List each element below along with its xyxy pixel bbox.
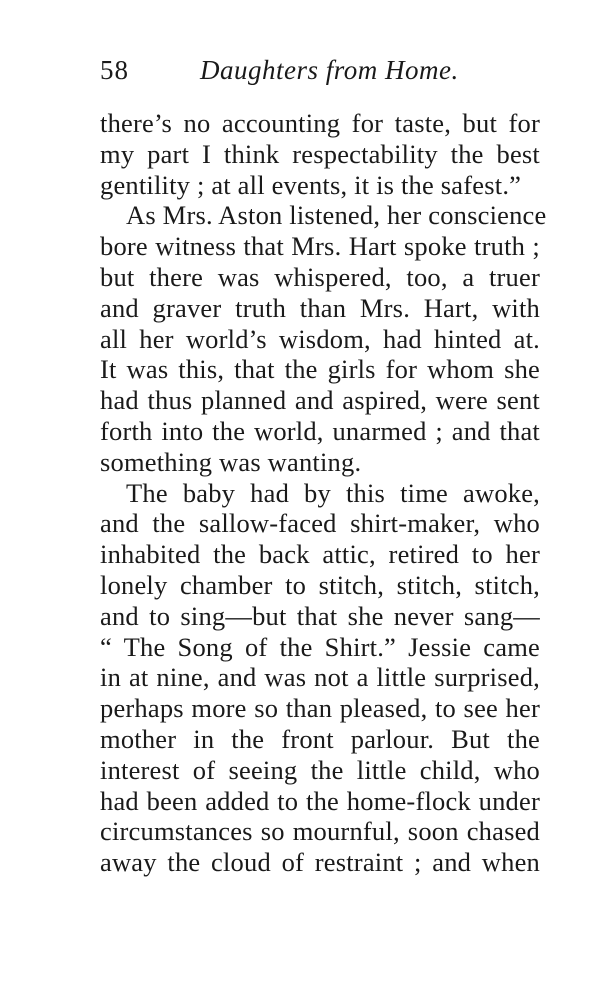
- text-line: in at nine, and was not a little surprised,: [100, 662, 540, 693]
- text-line: had been added to the home-flock under: [100, 785, 540, 816]
- running-head: [100, 50, 540, 90]
- text-line: and to sing—but that she never sang—: [100, 600, 540, 631]
- running-title: Daughters from Home.: [200, 55, 459, 85]
- text-line: lonely chamber to stitch, stitch, stitch,: [100, 569, 540, 600]
- text-line: gentility ; at all events, it is the safest.”: [100, 169, 522, 200]
- text-line: “ The Song of the Shirt.” Jessie came: [100, 631, 540, 662]
- text-line: It was this, that the girls for whom she: [100, 354, 540, 385]
- body-text: [100, 108, 547, 878]
- text-line: perhaps more so than pleased, to see her: [100, 693, 540, 724]
- text-line: The baby had by this time awoke,: [126, 477, 540, 508]
- text-line: something was wanting.: [100, 446, 362, 477]
- text-line: all her world’s wisdom, had hinted at.: [100, 323, 540, 354]
- text-line: and the sallow-faced shirt-maker, who: [100, 508, 540, 539]
- text-line: had thus planned and aspired, were sent: [100, 385, 540, 416]
- text-line: mother in the front parlour. But the: [100, 723, 540, 754]
- text-line: and graver truth than Mrs. Hart, with: [100, 292, 540, 323]
- text-line: As Mrs. Aston listened, her conscience: [126, 200, 547, 231]
- text-line: away the cloud of restraint ; and when: [100, 847, 540, 878]
- text-line: circumstances so mournful, soon chased: [100, 816, 540, 847]
- text-line: my part I think respectability the best: [100, 138, 540, 169]
- text-line: forth into the world, unarmed ; and that: [100, 415, 540, 446]
- page-number: 58: [100, 55, 129, 85]
- text-line: bore witness that Mrs. Hart spoke truth ;: [100, 231, 540, 262]
- text-line: interest of seeing the little child, who: [100, 754, 540, 785]
- text-line: but there was whispered, too, a truer: [100, 261, 540, 292]
- text-line: there’s no accounting for taste, but for: [100, 108, 540, 138]
- text-line: inhabited the back attic, retired to her: [100, 539, 540, 570]
